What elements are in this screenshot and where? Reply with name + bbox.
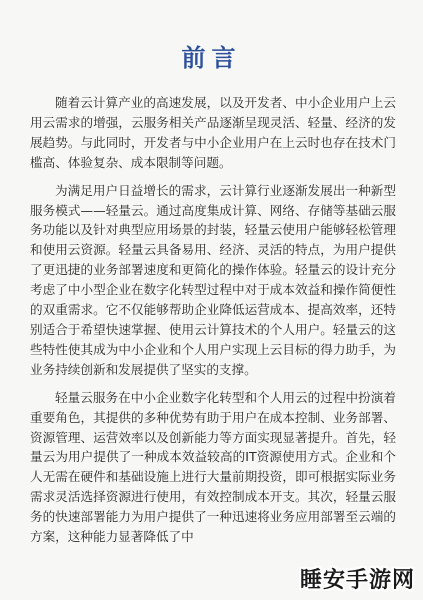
paragraph-3: 轻量云服务在中小企业数字化转型和个人用云的过程中扮演着重要角色，其提供的多种优势有助于用户在成本控制、业务部署、资源管理、运营效率以及创新能力等方面实现显著提升。首先，轻量云为用户提供了一种成本效益较高的IT资源使用方式。企业和个人无需在硬件和基础设施上进行大量前期投资，即可根据实际业务需求灵活选择资源进行使用，有效控制成本开支。其次，轻量云服务的快速部署能力为用户提供了一种迅速将业务应用部署至云端的方案，这种能力显著降低了中 [30,389,396,545]
page-title: 前言 [181,44,242,72]
body-text [30,93,396,555]
site-watermark: 睡安手游网 [299,568,415,593]
paragraph-2: 为满足用户日益增长的需求，云计算行业逐渐发展出一种新型服务模式——轻量云。通过高度集成计算、网络、存储等基础云服务功能以及针对典型应用场景的封装，轻量云使用户能够轻松管理和使用云资源。轻量云具备易用、经济、灵活的特点，为用户提供了更迅捷的业务部署速度和更简化的操作体验。轻量云的设计充分考虑了中小型企业在数字化转型过程中对于成本效益和操作简便性的双重需求。它不仅能够帮助企业降低运营成本、提高效率，还特别适合于希望快速掌握、使用云计算技术的个人用户。轻量云的这些特性使其成为中小企业和个人用户实现上云目标的得力助手，为业务持续创新和发展提供了坚实的支撑。 [30,182,396,377]
paragraph-1: 随着云计算产业的高速发展，以及开发者、中小企业用户上云用云需求的增强，云服务相关产品逐渐呈现灵活、轻量、经济的发展趋势。与此同时，开发者与中小企业用户在上云时也存在技术门槛高、体验复杂、成本限制等问题。 [30,95,396,170]
